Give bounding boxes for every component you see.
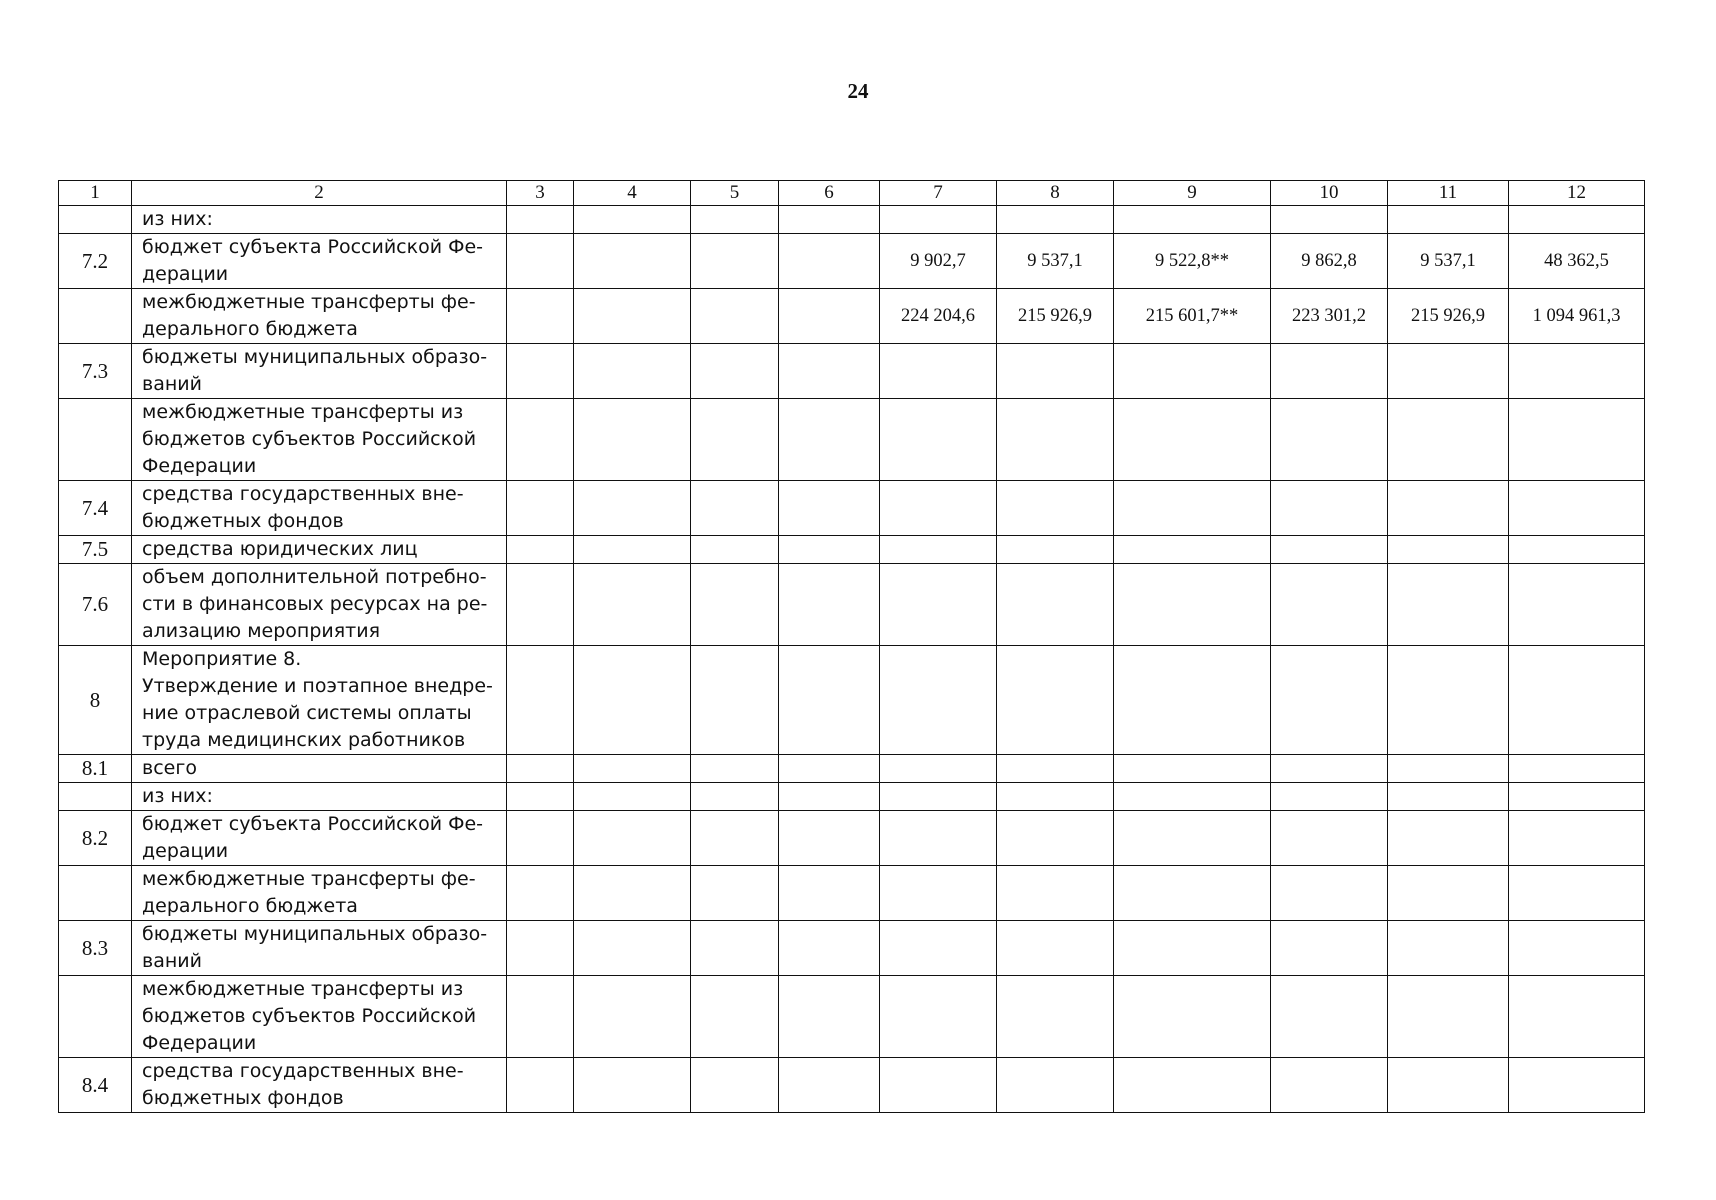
value-cell bbox=[779, 1058, 880, 1113]
value-cell: 9 522,8** bbox=[1114, 234, 1271, 289]
value-cell bbox=[507, 536, 574, 564]
value-cell bbox=[691, 234, 779, 289]
value-cell bbox=[779, 234, 880, 289]
value-cell bbox=[779, 755, 880, 783]
value-cell bbox=[880, 783, 997, 811]
value-cell bbox=[691, 206, 779, 234]
value-cell bbox=[997, 646, 1114, 755]
value-cell bbox=[880, 976, 997, 1058]
value-cell bbox=[1114, 783, 1271, 811]
table-row bbox=[59, 921, 1645, 976]
row-name: всего bbox=[132, 755, 507, 783]
value-cell bbox=[997, 1058, 1114, 1113]
value-cell bbox=[1271, 536, 1388, 564]
row-number: 7.2 bbox=[59, 234, 132, 289]
header-cell: 7 bbox=[880, 181, 997, 206]
table-row bbox=[59, 399, 1645, 481]
value-cell bbox=[1114, 564, 1271, 646]
value-cell bbox=[1509, 976, 1645, 1058]
table-row bbox=[59, 783, 1645, 811]
value-cell bbox=[997, 536, 1114, 564]
value-cell bbox=[1271, 344, 1388, 399]
value-cell bbox=[997, 811, 1114, 866]
value-cell bbox=[779, 976, 880, 1058]
value-cell bbox=[507, 399, 574, 481]
value-cell bbox=[507, 811, 574, 866]
value-cell bbox=[507, 234, 574, 289]
table-row bbox=[59, 976, 1645, 1058]
value-cell bbox=[1271, 399, 1388, 481]
value-cell bbox=[507, 206, 574, 234]
value-cell bbox=[574, 234, 691, 289]
value-cell bbox=[574, 976, 691, 1058]
row-number: 7.4 bbox=[59, 481, 132, 536]
value-cell: 9 862,8 bbox=[1271, 234, 1388, 289]
row-name: из них: bbox=[132, 206, 507, 234]
value-cell bbox=[779, 921, 880, 976]
table-row bbox=[59, 1058, 1645, 1113]
value-cell: 9 537,1 bbox=[997, 234, 1114, 289]
value-cell bbox=[507, 289, 574, 344]
row-number: 8.3 bbox=[59, 921, 132, 976]
row-number: 7.3 bbox=[59, 344, 132, 399]
value-cell bbox=[691, 289, 779, 344]
value-cell bbox=[1271, 976, 1388, 1058]
value-cell bbox=[1388, 866, 1509, 921]
value-cell bbox=[1114, 206, 1271, 234]
value-cell bbox=[779, 564, 880, 646]
value-cell bbox=[691, 399, 779, 481]
row-number: 8.2 bbox=[59, 811, 132, 866]
value-cell bbox=[779, 866, 880, 921]
value-cell bbox=[574, 399, 691, 481]
value-cell bbox=[691, 866, 779, 921]
value-cell bbox=[574, 811, 691, 866]
value-cell bbox=[880, 344, 997, 399]
value-cell bbox=[1388, 564, 1509, 646]
value-cell bbox=[574, 206, 691, 234]
value-cell bbox=[1271, 866, 1388, 921]
value-cell bbox=[574, 289, 691, 344]
value-cell bbox=[507, 866, 574, 921]
table-row bbox=[59, 755, 1645, 783]
value-cell bbox=[1271, 755, 1388, 783]
value-cell bbox=[779, 536, 880, 564]
table-row bbox=[59, 206, 1645, 234]
row-number bbox=[59, 783, 132, 811]
row-name: бюджеты муниципальных образо- ваний bbox=[132, 344, 507, 399]
value-cell bbox=[880, 564, 997, 646]
header-cell: 4 bbox=[574, 181, 691, 206]
row-name: объем дополнительной потребно- сти в финансовых ресурсах на ре- ализацию мероприятия bbox=[132, 564, 507, 646]
value-cell bbox=[880, 646, 997, 755]
value-cell bbox=[574, 921, 691, 976]
value-cell: 1 094 961,3 bbox=[1509, 289, 1645, 344]
table-row bbox=[59, 481, 1645, 536]
row-name: средства государственных вне- бюджетных фондов bbox=[132, 481, 507, 536]
table-row bbox=[59, 344, 1645, 399]
value-cell bbox=[1509, 344, 1645, 399]
value-cell bbox=[997, 344, 1114, 399]
value-cell bbox=[1114, 921, 1271, 976]
value-cell bbox=[1114, 646, 1271, 755]
value-cell bbox=[779, 289, 880, 344]
value-cell bbox=[880, 481, 997, 536]
row-name: межбюджетные трансферты из бюджетов субъектов Российской Федерации bbox=[132, 976, 507, 1058]
value-cell bbox=[779, 783, 880, 811]
row-name: бюджеты муниципальных образо- ваний bbox=[132, 921, 507, 976]
value-cell bbox=[1114, 1058, 1271, 1113]
value-cell bbox=[1271, 783, 1388, 811]
value-cell bbox=[574, 783, 691, 811]
value-cell bbox=[1114, 481, 1271, 536]
value-cell bbox=[1114, 811, 1271, 866]
value-cell bbox=[1114, 344, 1271, 399]
value-cell bbox=[1388, 646, 1509, 755]
value-cell: 215 926,9 bbox=[1388, 289, 1509, 344]
value-cell bbox=[1509, 206, 1645, 234]
value-cell bbox=[779, 481, 880, 536]
row-name: средства государственных вне- бюджетных фондов bbox=[132, 1058, 507, 1113]
value-cell bbox=[1388, 1058, 1509, 1113]
value-cell bbox=[1509, 536, 1645, 564]
value-cell: 224 204,6 bbox=[880, 289, 997, 344]
value-cell bbox=[997, 481, 1114, 536]
row-number: 8.4 bbox=[59, 1058, 132, 1113]
table-row bbox=[59, 811, 1645, 866]
table-row bbox=[59, 234, 1645, 289]
value-cell bbox=[574, 646, 691, 755]
value-cell: 9 902,7 bbox=[880, 234, 997, 289]
value-cell bbox=[574, 1058, 691, 1113]
value-cell bbox=[997, 866, 1114, 921]
header-cell: 12 bbox=[1509, 181, 1645, 206]
value-cell bbox=[779, 646, 880, 755]
value-cell bbox=[1271, 206, 1388, 234]
value-cell bbox=[574, 564, 691, 646]
value-cell bbox=[691, 344, 779, 399]
value-cell bbox=[1509, 783, 1645, 811]
header-cell: 5 bbox=[691, 181, 779, 206]
row-name: из них: bbox=[132, 783, 507, 811]
value-cell bbox=[1509, 646, 1645, 755]
value-cell bbox=[507, 481, 574, 536]
header-cell: 6 bbox=[779, 181, 880, 206]
value-cell bbox=[997, 783, 1114, 811]
table-row bbox=[59, 866, 1645, 921]
table-row bbox=[59, 564, 1645, 646]
value-cell bbox=[779, 811, 880, 866]
value-cell bbox=[1388, 921, 1509, 976]
row-number bbox=[59, 206, 132, 234]
row-name: межбюджетные трансферты фе- дерального бюджета bbox=[132, 289, 507, 344]
table-row bbox=[59, 289, 1645, 344]
value-cell bbox=[1509, 866, 1645, 921]
value-cell bbox=[880, 921, 997, 976]
value-cell bbox=[779, 399, 880, 481]
value-cell bbox=[574, 481, 691, 536]
row-number: 7.6 bbox=[59, 564, 132, 646]
header-cell: 10 bbox=[1271, 181, 1388, 206]
value-cell bbox=[1509, 481, 1645, 536]
row-name: межбюджетные трансферты фе- дерального бюджета bbox=[132, 866, 507, 921]
value-cell bbox=[574, 755, 691, 783]
value-cell bbox=[1509, 1058, 1645, 1113]
value-cell bbox=[507, 755, 574, 783]
value-cell bbox=[507, 344, 574, 399]
value-cell: 215 601,7** bbox=[1114, 289, 1271, 344]
header-cell: 9 bbox=[1114, 181, 1271, 206]
value-cell bbox=[1509, 399, 1645, 481]
value-cell: 223 301,2 bbox=[1271, 289, 1388, 344]
budget-table bbox=[58, 180, 1645, 1113]
value-cell bbox=[880, 755, 997, 783]
value-cell bbox=[1271, 1058, 1388, 1113]
value-cell bbox=[1114, 976, 1271, 1058]
value-cell bbox=[880, 399, 997, 481]
value-cell bbox=[507, 1058, 574, 1113]
row-number: 8 bbox=[59, 646, 132, 755]
value-cell bbox=[691, 564, 779, 646]
value-cell bbox=[997, 755, 1114, 783]
value-cell bbox=[1271, 811, 1388, 866]
row-number bbox=[59, 289, 132, 344]
value-cell bbox=[1509, 811, 1645, 866]
row-name: межбюджетные трансферты из бюджетов субъектов Российской Федерации bbox=[132, 399, 507, 481]
value-cell bbox=[574, 866, 691, 921]
value-cell bbox=[997, 399, 1114, 481]
value-cell bbox=[574, 536, 691, 564]
value-cell bbox=[1114, 866, 1271, 921]
value-cell bbox=[1388, 755, 1509, 783]
value-cell bbox=[1271, 564, 1388, 646]
value-cell bbox=[507, 646, 574, 755]
row-number: 8.1 bbox=[59, 755, 132, 783]
value-cell bbox=[1271, 646, 1388, 755]
value-cell bbox=[880, 811, 997, 866]
value-cell bbox=[1509, 564, 1645, 646]
value-cell bbox=[691, 536, 779, 564]
header-cell: 8 bbox=[997, 181, 1114, 206]
value-cell bbox=[880, 1058, 997, 1113]
value-cell bbox=[507, 976, 574, 1058]
value-cell bbox=[1509, 755, 1645, 783]
value-cell bbox=[691, 783, 779, 811]
value-cell bbox=[1388, 206, 1509, 234]
value-cell bbox=[691, 976, 779, 1058]
row-name: бюджет субъекта Российской Фе- дерации bbox=[132, 811, 507, 866]
value-cell: 215 926,9 bbox=[997, 289, 1114, 344]
value-cell: 9 537,1 bbox=[1388, 234, 1509, 289]
row-name: Мероприятие 8. Утверждение и поэтапное внедре- ние отраслевой системы оплаты труда медицинских работников bbox=[132, 646, 507, 755]
value-cell bbox=[880, 536, 997, 564]
value-cell bbox=[997, 206, 1114, 234]
value-cell bbox=[1114, 755, 1271, 783]
value-cell bbox=[691, 755, 779, 783]
value-cell bbox=[1388, 976, 1509, 1058]
value-cell bbox=[507, 921, 574, 976]
table-row bbox=[59, 536, 1645, 564]
header-cell: 1 bbox=[59, 181, 132, 206]
value-cell bbox=[1271, 921, 1388, 976]
value-cell bbox=[1114, 536, 1271, 564]
value-cell bbox=[1271, 481, 1388, 536]
value-cell bbox=[574, 344, 691, 399]
row-number bbox=[59, 399, 132, 481]
page-number: 24 bbox=[847, 79, 869, 103]
value-cell bbox=[880, 866, 997, 921]
table-row bbox=[59, 646, 1645, 755]
value-cell bbox=[1388, 344, 1509, 399]
value-cell bbox=[997, 564, 1114, 646]
row-name: бюджет субъекта Российской Фе- дерации bbox=[132, 234, 507, 289]
value-cell: 48 362,5 bbox=[1509, 234, 1645, 289]
header-cell: 2 bbox=[132, 181, 507, 206]
value-cell bbox=[779, 344, 880, 399]
row-number: 7.5 bbox=[59, 536, 132, 564]
value-cell bbox=[1388, 811, 1509, 866]
value-cell bbox=[1388, 783, 1509, 811]
row-number bbox=[59, 976, 132, 1058]
value-cell bbox=[691, 811, 779, 866]
value-cell bbox=[997, 921, 1114, 976]
value-cell bbox=[997, 976, 1114, 1058]
value-cell bbox=[691, 1058, 779, 1113]
header-cell: 3 bbox=[507, 181, 574, 206]
row-name: средства юридических лиц bbox=[132, 536, 507, 564]
value-cell bbox=[691, 646, 779, 755]
header-cell: 11 bbox=[1388, 181, 1509, 206]
row-number bbox=[59, 866, 132, 921]
value-cell bbox=[1388, 536, 1509, 564]
value-cell bbox=[691, 921, 779, 976]
value-cell bbox=[1388, 399, 1509, 481]
value-cell bbox=[691, 481, 779, 536]
value-cell bbox=[779, 206, 880, 234]
value-cell bbox=[1388, 481, 1509, 536]
value-cell bbox=[507, 783, 574, 811]
value-cell bbox=[1114, 399, 1271, 481]
value-cell bbox=[1509, 921, 1645, 976]
header-row bbox=[59, 181, 1645, 206]
value-cell bbox=[880, 206, 997, 234]
value-cell bbox=[507, 564, 574, 646]
